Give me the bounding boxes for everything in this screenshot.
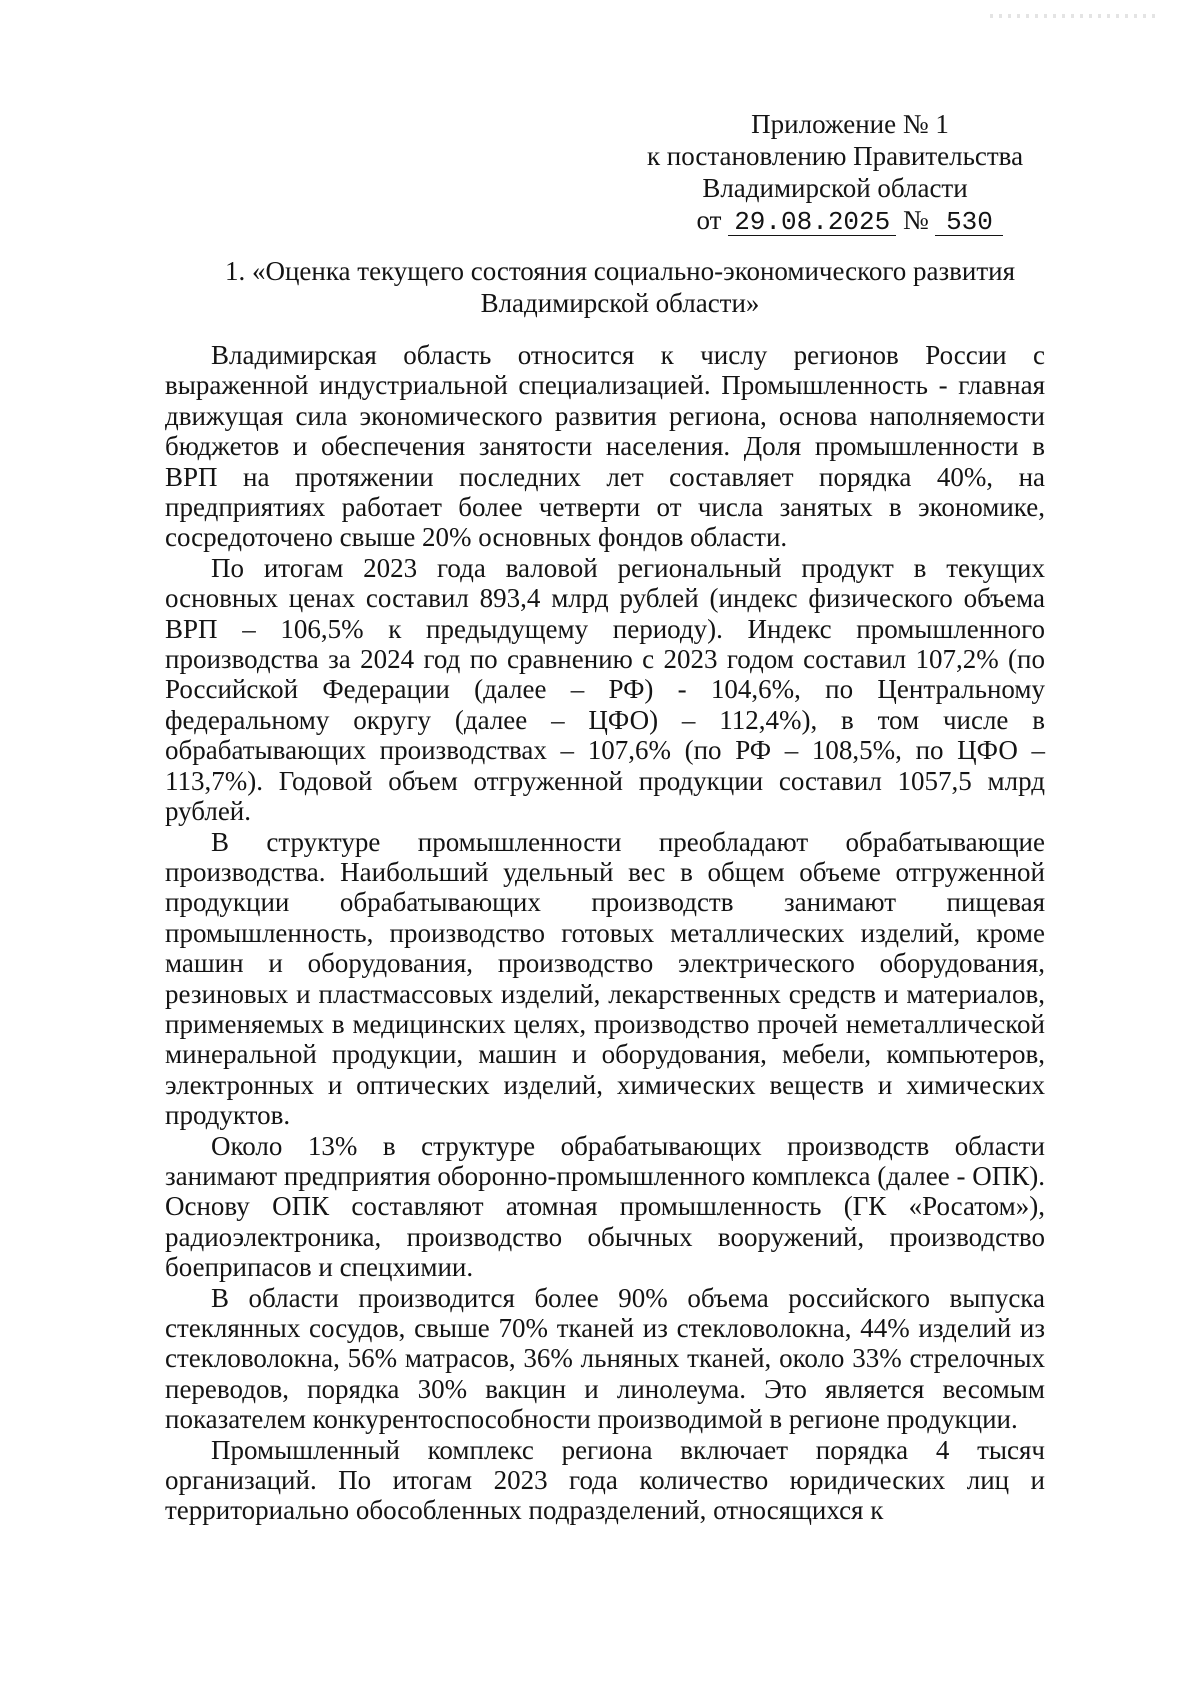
resolution-date: 29.08.2025 xyxy=(728,209,896,236)
appendix-header xyxy=(600,108,1070,236)
appendix-resolution-ref: к постановлению Правительства xyxy=(646,141,1024,171)
section-title xyxy=(160,255,1080,319)
appendix-date-line xyxy=(600,204,1070,236)
paragraph: Около 13% в структуре обрабатывающих производств области занимают предприятия оборонно-промышленного комплекса (далее - ОПК). Основу ОПК составляют атомная промышленность (ГК «Росатом»), радиоэлектроника, производство обычных вооружений, производство боеприпасов и спецхимии. xyxy=(165,1130,1045,1283)
number-sign: № xyxy=(902,205,929,235)
scan-artifact xyxy=(990,14,1160,18)
paragraph: Промышленный комплекс региона включает порядка 4 тысяч организаций. По итогам 2023 года количество юридических лиц и территориально обособленных подразделений, относящихся к xyxy=(165,1434,1045,1526)
paragraph: В области производится более 90% объема российского выпуска стеклянных сосудов, свыше 70% тканей из стекловолокна, 44% изделий из стекловолокна, 56% матрасов, 36% льняных тканей, около 33% стрелочных переводов, порядка 30% вакцин и линолеума. Это является весомым показателем конкурентоспособности производимой в регионе продукции. xyxy=(165,1282,1045,1435)
paragraph: Владимирская область относится к числу регионов России с выраженной индустриальной специализацией. Промышленность - главная движущая сила экономического развития региона, основа наполняемости бюджетов и обеспечения занятости населения. Доля промышленности в ВРП на протяжении последних лет составляет порядка 40%, на предприятиях работает более четверти от числа занятых в экономике, сосредоточено свыше 20% основных фондов области. xyxy=(165,340,1045,553)
paragraph: По итогам 2023 года валовой региональный продукт в текущих основных ценах составил 893,4 млрд рублей (индекс физического объема ВРП – 106,5% к предыдущему периоду). Индекс промышленного производства за 2024 год по сравнению с 2023 годом составил 107,2% (по Российской Федерации (далее – РФ) - 104,6%, по Центральному федеральному округу (далее – ЦФО) – 112,4%), в том числе в обрабатывающих производствах – 107,6% (по РФ – 108,5%, по ЦФО – 113,7%). Годовой объем отгруженной продукции составил 1057,5 млрд рублей. xyxy=(165,552,1045,827)
paragraph: В структуре промышленности преобладают обрабатывающие производства. Наибольший удельный вес в общем объеме отгруженной продукции обрабатывающих производств занимают пищевая промышленность, производство готовых металлических изделий, кроме машин и оборудования, производство электрического оборудования, резиновых и пластмассовых изделий, лекарственных средств и материалов, применяемых в медицинских целях, производство прочей неметаллической минеральной продукции, машин и оборудования, мебели, компьютеров, электронных и оптических изделий, химических веществ и химических продуктов. xyxy=(165,826,1045,1131)
appendix-region: Владимирской области xyxy=(702,173,968,203)
section-title-line-1: 1. «Оценка текущего состояния социально-экономического развития xyxy=(224,256,1016,286)
resolution-number: 530 xyxy=(935,209,1003,236)
appendix-number: Приложение № 1 xyxy=(751,109,949,139)
date-prefix: от xyxy=(696,205,722,235)
document-body xyxy=(165,340,1045,1526)
section-title-line-2: Владимирской области» xyxy=(480,288,760,318)
